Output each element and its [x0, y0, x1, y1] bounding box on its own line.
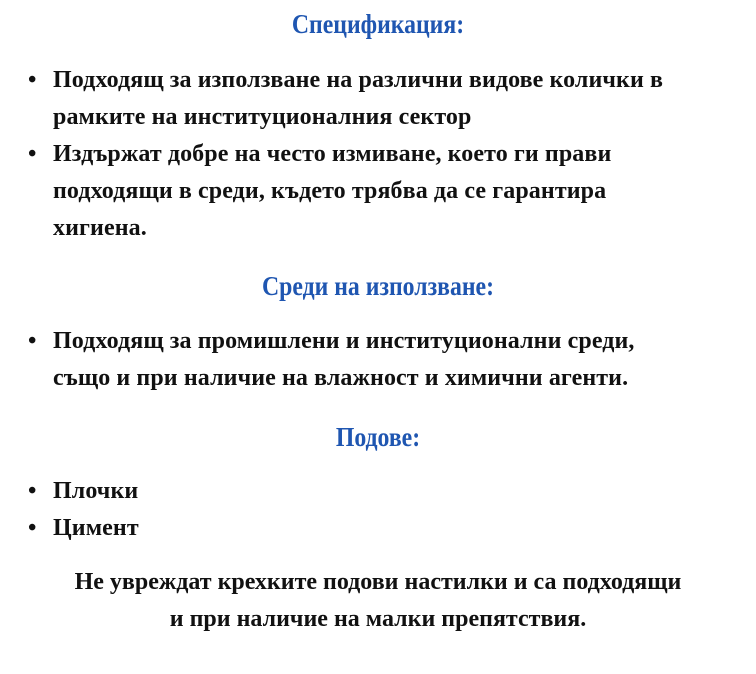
- list-item-line: Плочки: [53, 478, 139, 504]
- list-item: [0, 510, 730, 547]
- list-item-line: Подходящ за използване на различни видове колички в: [53, 67, 664, 93]
- list-item-line: подходящи в среди, където трябва да се гарантира: [53, 178, 607, 204]
- floors-list: [0, 473, 730, 547]
- bullet-icon: •: [28, 141, 37, 167]
- bullet-icon: •: [28, 478, 37, 504]
- closing-note: [0, 564, 756, 638]
- list-item-line: Цимент: [53, 515, 139, 541]
- usage-environments-list: [0, 323, 730, 397]
- closing-note-line: Не увреждат крехките подови настилки и са подходящи: [74, 569, 682, 595]
- usage-environments-heading: Среди на използване:: [261, 271, 494, 301]
- bullet-icon: •: [28, 328, 37, 354]
- specification-list: [0, 62, 730, 247]
- list-item: [0, 473, 730, 510]
- list-item-line: хигиена.: [53, 215, 147, 241]
- bullet-icon: •: [28, 67, 37, 93]
- list-item: [0, 323, 730, 397]
- list-item-line: Издържат добре на често измиване, което ги прави: [53, 141, 612, 167]
- specification-heading: Спецификация:: [291, 9, 465, 39]
- list-item-line: Подходящ за промишлени и институционални среди,: [53, 328, 635, 354]
- list-item-line: рамките на институционалния сектор: [53, 104, 472, 130]
- list-item: [0, 136, 730, 247]
- list-item: [0, 62, 730, 136]
- closing-note-line: и при наличие на малки препятствия.: [169, 606, 587, 632]
- bullet-icon: •: [28, 515, 37, 541]
- list-item-line: също и при наличие на влажност и химични агенти.: [53, 365, 629, 391]
- floors-heading: Подове:: [335, 422, 421, 452]
